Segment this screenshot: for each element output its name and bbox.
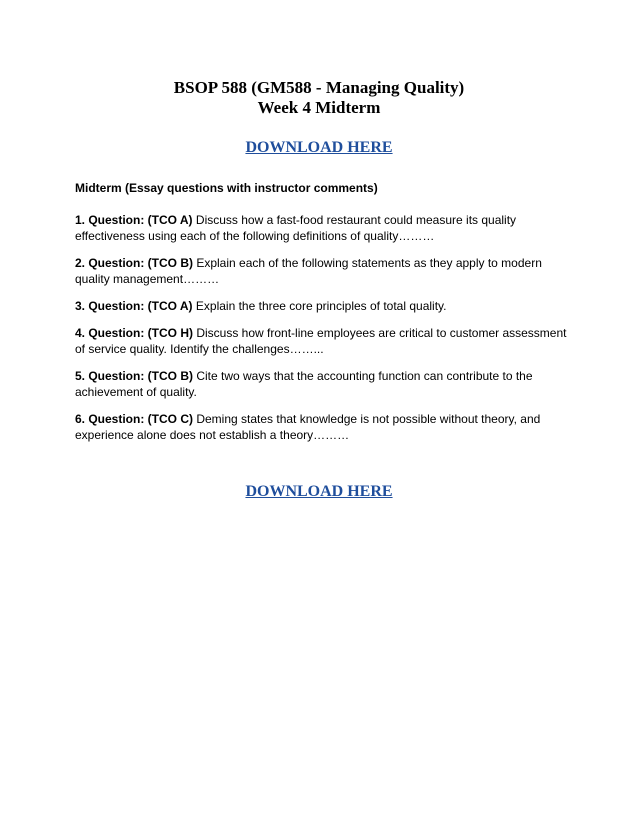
section-heading: Midterm (Essay questions with instructor comments) <box>75 181 378 195</box>
question-3-label: 3. Question: (TCO A) <box>75 299 193 313</box>
download-link-top-container <box>0 138 638 158</box>
question-2 <box>75 255 570 287</box>
download-link-top[interactable]: DOWNLOAD HERE <box>245 139 393 156</box>
question-5-label: 5. Question: (TCO B) <box>75 369 193 383</box>
question-3 <box>75 298 570 314</box>
question-4-text: Discuss how front-line employees are critical to customer assessment of service quality. Identify the challenges……... <box>75 326 567 356</box>
question-2-text: Explain each of the following statements as they apply to modern quality management……… <box>75 256 542 286</box>
question-5 <box>75 368 570 400</box>
question-6-label: 6. Question: (TCO C) <box>75 412 193 426</box>
question-1-label: 1. Question: (TCO A) <box>75 213 193 227</box>
document-subtitle-week: Week 4 Midterm <box>257 98 381 117</box>
question-1 <box>75 212 570 244</box>
question-3-text: Explain the three core principles of total quality. <box>192 299 447 313</box>
question-4 <box>75 325 570 357</box>
document-title: BSOP 588 (GM588 - Managing Quality) <box>173 78 465 97</box>
download-link-bottom[interactable]: DOWNLOAD HERE <box>245 483 393 500</box>
download-link-bottom-container <box>0 482 638 502</box>
question-2-label: 2. Question: (TCO B) <box>75 256 193 270</box>
question-6-text: Deming states that knowledge is not possible without theory, and experience alone does not establish a theory……… <box>75 412 541 442</box>
question-6 <box>75 411 570 443</box>
question-4-label: 4. Question: (TCO H) <box>75 326 193 340</box>
question-1-text: Discuss how a fast-food restaurant could measure its quality effectiveness using each of the following definitions of quality……… <box>75 213 517 243</box>
question-5-text: Cite two ways that the accounting function can contribute to the achievement of quality. <box>75 369 533 399</box>
